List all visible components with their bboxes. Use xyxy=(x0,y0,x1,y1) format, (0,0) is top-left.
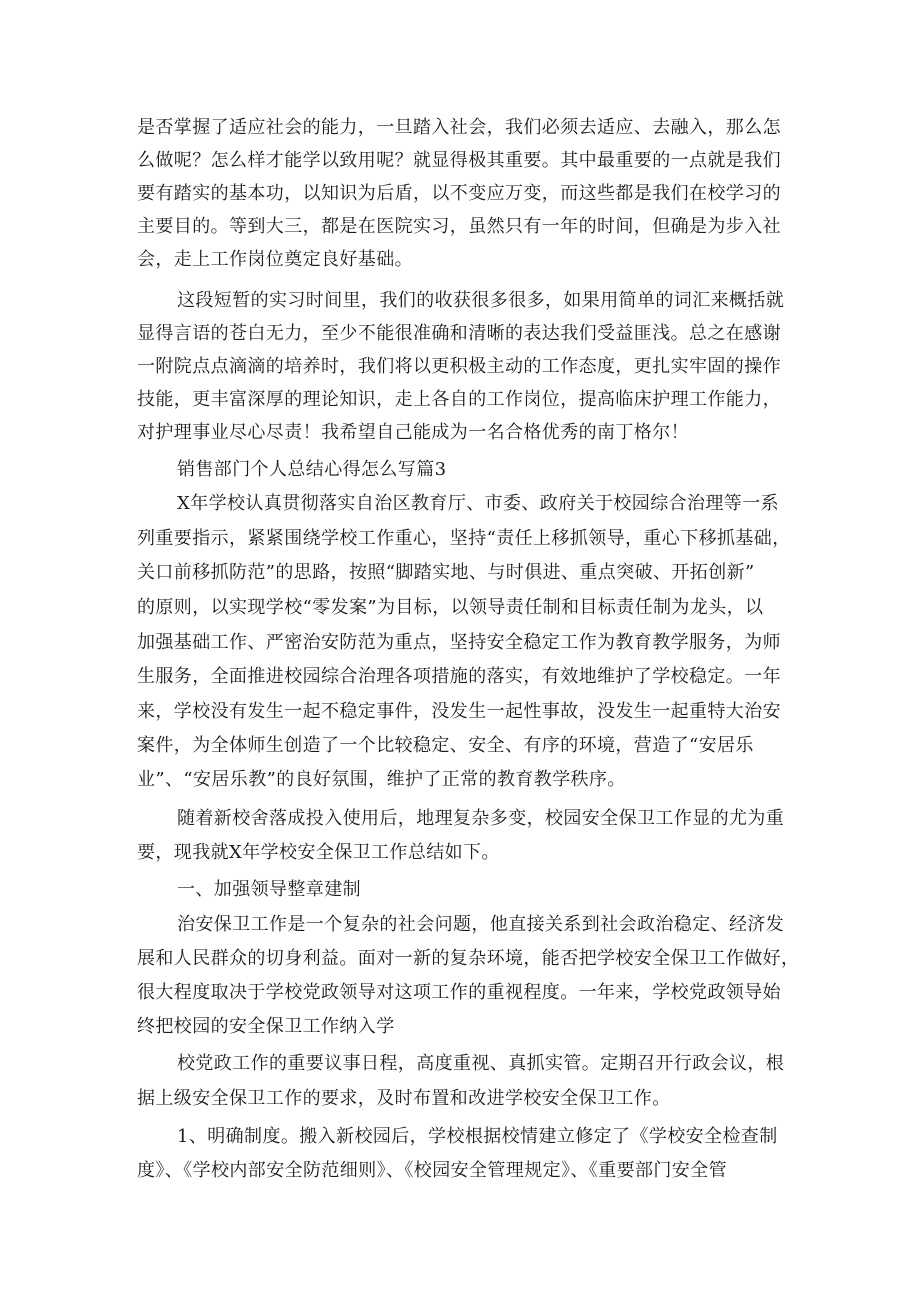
paragraph-line: 终把校园的安全保卫工作纳入学 xyxy=(137,1016,395,1037)
paragraph-line: 关口前移抓防范”的思路，按照“脚踏实地、与时俱进、重点突破、开拓创新” xyxy=(137,562,755,583)
paragraph-line: 展和人民群众的切身利益。面对一新的复杂环境，能否把学校安全保卫工作做好， xyxy=(137,948,800,969)
paragraph-line: 显得言语的苍白无力，至少不能很准确和清晰的表达我们受益匪浅。总之在感谢 xyxy=(137,323,781,344)
paragraph-line: 业”、“安居乐教”的良好氛围，维护了正常的教育教学秩序。 xyxy=(137,769,626,790)
paragraph-line: 很大程度取决于学校党政领导对这项工作的重视程度。一年来，学校党政领导始 xyxy=(137,982,781,1003)
paragraph-line: 一附院点点滴滴的培养时，我们将以更积极主动的工作态度，更扎实牢固的操作 xyxy=(137,356,781,377)
paragraph-line: 校党政工作的重要议事日程，高度重视、真抓实管。定期召开行政会议，根 xyxy=(177,1053,785,1074)
paragraph-line: 对护理事业尽心尽责！我希望自己能成为一名合格优秀的南丁格尔！ xyxy=(137,422,689,443)
paragraph-line: 这段短暂的实习时间里，我们的收获很多很多，如果用简单的词汇来概括就 xyxy=(177,290,785,311)
paragraph-line: 主要目的。等到大三，都是在医院实习，虽然只有一年的时间，但确是为步入社 xyxy=(137,216,781,237)
paragraph-line: 随着新校舍落成投入使用后，地理复杂多变，校园安全保卫工作显的尤为重 xyxy=(177,808,785,829)
paragraph-line: 要有踏实的基本功，以知识为后盾，以不变应万变，而这些都是我们在校学习的 xyxy=(137,183,781,204)
paragraph-line: 加强基础工作、严密治安防范为重点，坚持安全稳定工作为教育教学服务，为师 xyxy=(137,632,781,653)
paragraph-line: 1、明确制度。搬入新校园后，学校根据校情建立修定了《学校安全检查制 xyxy=(177,1126,778,1147)
paragraph-line: 么做呢？怎么样才能学以致用呢？就显得极其重要。其中最重要的一点就是我们 xyxy=(137,150,781,171)
section-heading: 销售部门个人总结心得怎么写篇3 xyxy=(177,459,447,480)
paragraph-line: 案件，为全体师生创造了一个比较稳定、安全、有序的环境，营造了“安居乐 xyxy=(137,735,754,756)
paragraph-line: 的原则，以实现学校“零发案”为目标，以领导责任制和目标责任制为龙头，以 xyxy=(137,597,764,618)
paragraph-line: 治安保卫工作是一个复杂的社会问题，他直接关系到社会政治稳定、经济发 xyxy=(177,914,785,935)
paragraph-line: 据上级安全保卫工作的要求，及时布置和改进学校安全保卫工作。 xyxy=(137,1088,671,1109)
paragraph-line: 会，走上工作岗位奠定良好基础。 xyxy=(137,249,413,270)
paragraph-line: 列重要指示，紧紧围绕学校工作重心，坚持“责任上移抓领导，重心下移抓基础， xyxy=(137,528,791,549)
paragraph-line: 是否掌握了适应社会的能力，一旦踏入社会，我们必须去适应、去融入，那么怎 xyxy=(137,117,781,138)
section-heading: 一、加强领导整章建制 xyxy=(177,879,361,900)
paragraph-line: X年学校认真贯彻落实自治区教育厅、市委、政府关于校园综合治理等一系 xyxy=(177,493,780,514)
paragraph-line: 来，学校没有发生一起不稳定事件，没发生一起性事故，没发生一起重特大治安 xyxy=(137,701,781,722)
paragraph-line: 技能，更丰富深厚的理论知识，走上各自的工作岗位，提高临床护理工作能力， xyxy=(137,389,781,410)
paragraph-line: 要，现我就X年学校安全保卫工作总结如下。 xyxy=(137,842,500,863)
paragraph-line: 生服务，全面推进校园综合治理各项措施的落实，有效地维护了学校稳定。一年 xyxy=(137,666,781,687)
paragraph-line: 度》、《学校内部安全防范细则》、《校园安全管理规定》、《重要部门安全管 xyxy=(137,1160,727,1181)
